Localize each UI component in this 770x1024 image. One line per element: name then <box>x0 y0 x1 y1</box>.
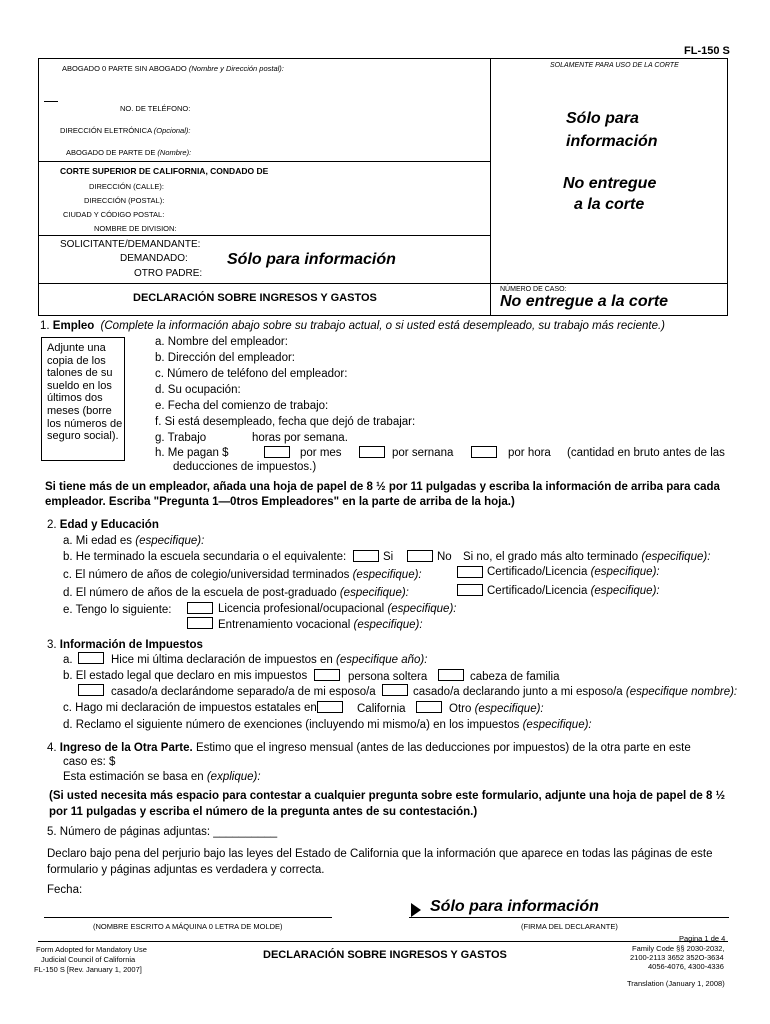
family-code-1: Family Code §§ 2030-2032, <box>632 944 725 953</box>
s1-item-h: h. Me pagan $ <box>155 447 229 459</box>
adopted-line-1: Form Adopted for Mandatory Use <box>36 945 147 954</box>
info-only-stamp-2: información <box>566 133 658 150</box>
form-id: FL-150 S <box>684 45 730 57</box>
info-only-stamp-1: Sólo para <box>566 110 639 127</box>
court-top-rule <box>38 161 490 162</box>
per-hour-checkbox[interactable] <box>471 446 497 458</box>
high-school-yes-checkbox[interactable] <box>353 550 379 562</box>
other-parent-label: OTRO PADRE: <box>134 268 203 279</box>
s4-text-2: caso es: $ <box>63 756 116 768</box>
signature-caption: (FIRMA DEL DECLARANTE) <box>521 922 618 931</box>
s1-item-g: g. Trabajo <box>155 432 207 444</box>
head-of-household-label: cabeza de familia <box>470 671 560 683</box>
paystub-note: Adjunte una copia de los talones de su sueldo en los últimos dos meses (borre los números de seguro social). <box>41 337 125 461</box>
married-joint-checkbox[interactable] <box>382 684 408 696</box>
other-state-checkbox[interactable] <box>416 701 442 713</box>
married-joint-label: casado/a declarando junto a mi esposo/a (especifique nombre): <box>413 686 738 698</box>
s5: 5. Número de páginas adjuntas: __________ <box>47 826 278 838</box>
phone-label: NO. DE TELÉFONO: <box>120 104 191 113</box>
adopted-line-3: FL-150 S [Rev. January 1, 2007] <box>34 965 142 974</box>
signature-line <box>409 917 729 918</box>
california-label: California <box>357 703 406 715</box>
arrow-icon <box>411 903 421 917</box>
s3-b: b. El estado legal que declaro en mis impuestos <box>63 670 308 682</box>
s1-heading: 1. Empleo (Complete la información abajo sobre su trabajo actual, o si usted está desempleado, su trabajo más reciente.) <box>40 320 665 332</box>
yes-label: Si <box>383 551 394 563</box>
s1-extra-1: Si tiene más de un empleador, añada una hoja de papel de 8 ½ por 11 pulgadas y escriba la información de arriba para cada <box>45 481 720 493</box>
married-separate-label: casado/a declarándome separado/a de mi esposo/a <box>111 686 376 698</box>
s2-heading: 2. Edad y Educación <box>47 519 159 531</box>
family-code-2: 2100-2113 3652 352O-3634 <box>630 953 724 962</box>
name-line <box>44 917 332 918</box>
family-code-3: 4056-4076, 4300-4336 <box>648 962 724 971</box>
form-title: DECLARACIÓN SOBRE INGRESOS Y GASTOS <box>133 292 377 304</box>
name-caption: (NOMBRE ESCRITO A MÁQUINA 0 LETRA DE MOLDE) <box>93 922 283 931</box>
single-label: persona soltera <box>348 671 428 683</box>
college-cert-checkbox[interactable] <box>457 566 483 578</box>
head-of-household-checkbox[interactable] <box>438 669 464 681</box>
s4-basis: Esta estimación se basa en (explique): <box>63 771 261 783</box>
s3-d: d. Reclamo el siguiente número de exenciones (incluyendo mi mismo/a) en los impuestos (especifique): <box>63 719 592 731</box>
other-state-label: Otro (especifique): <box>449 703 544 715</box>
parties-stamp: Sólo para información <box>227 251 396 268</box>
s4-heading: 4. Ingreso de la Otra Parte. Estimo que el ingreso mensual (antes de las deducciones por impuestos) de la otra parte en este <box>47 742 691 754</box>
s1-item-f: f. Si está desempleado, fecha que dejó de trabajar: <box>155 416 416 428</box>
signature-stamp: Sólo para información <box>430 898 599 915</box>
postgrad-cert-label: Certificado/Licencia (especifique): <box>487 585 660 597</box>
court-street: DIRECCIÓN (CALLE): <box>89 182 165 191</box>
per-week-checkbox[interactable] <box>359 446 385 458</box>
attorney-name-mark <box>44 101 58 102</box>
single-checkbox[interactable] <box>314 669 340 681</box>
s2-b: b. He terminado la escuela secundaria o el equivalente: <box>63 551 347 563</box>
attorney-label: ABOGADO 0 PARTE SIN ABOGADO (Nombre y Dirección postal): <box>62 64 284 73</box>
s2-d: d. El número de años de la escuela de post-graduado (especifique): <box>63 587 409 599</box>
s1-extra-2: empleador. Escriba "Pregunta 1—0tros Empleadores" en la parte de arriba de la hoja.) <box>45 496 515 508</box>
left-border <box>38 58 39 316</box>
s1-item-a: a. Nombre del empleador: <box>155 336 288 348</box>
s3-c: c. Hago mi declaración de impuestos estatales en <box>63 702 317 714</box>
training-label: Entrenamiento vocacional (especifique): <box>218 619 423 631</box>
s1-item-e: e. Fecha del comienzo de trabajo: <box>155 400 329 412</box>
no-deliver-stamp-2: a la corte <box>574 196 645 213</box>
license-checkbox[interactable] <box>187 602 213 614</box>
s1-item-c: c. Número de teléfono del empleador: <box>155 368 348 380</box>
s1-item-b: b. Dirección del empleador: <box>155 352 295 364</box>
translation-date: Translation (January 1, 2008) <box>627 979 725 988</box>
parties-top-rule <box>38 235 490 236</box>
declaration-line-2: formulario y páginas adjuntas es verdadera y correcta. <box>47 864 325 876</box>
declaration-line-1: Declaro bajo pena del perjurio bajo las leyes del Estado de California que la información que aparece en todas las páginas de este <box>47 848 713 860</box>
court-mailing: DIRECCIÓN (POSTAL): <box>84 196 165 205</box>
s4-extra-2: por 11 pulgadas y escriba el número de la pregunta antes de su contestación.) <box>49 806 478 818</box>
license-label: Licencia profesional/ocupacional (especifique): <box>218 603 457 615</box>
s4-extra-1: (Si usted necesita más espacio para contestar a cualquier pregunta sobre este formulario, adjunte una hoja de papel de 8 ½ <box>49 790 726 802</box>
title-bottom-rule <box>38 315 728 316</box>
s3-heading: 3. Información de Impuestos <box>47 639 203 651</box>
court-branch: NOMBRE DE DIVISION: <box>94 224 177 233</box>
s3-a: Hice mi última declaración de impuestos en (especifique año): <box>111 654 428 666</box>
top-rule <box>38 58 728 59</box>
s1-hours-label: horas por semana. <box>252 432 348 444</box>
title-top-rule <box>38 283 728 284</box>
adopted-line-2: Judicial Council of California <box>41 955 136 964</box>
case-stamp: No entregue a la corte <box>500 293 669 310</box>
no-label: No <box>437 551 452 563</box>
s2-c: c. El número de años de colegio/universidad terminados (especifique): <box>63 569 422 581</box>
high-school-no-checkbox[interactable] <box>407 550 433 562</box>
california-checkbox[interactable] <box>317 701 343 713</box>
court-use-divider <box>490 58 491 316</box>
petitioner-label: SOLICITANTE/DEMANDANTE: <box>60 239 201 250</box>
no-deliver-stamp-1: No entregue <box>563 175 657 192</box>
court-city-zip: CIUDAD Y CÓDIGO POSTAL: <box>63 210 165 219</box>
case-number-label: NÚMERO DE CASO: <box>500 286 567 293</box>
s1-item-d: d. Su ocupación: <box>155 384 241 396</box>
court-title: CORTE SUPERIOR DE CALIFORNIA, CONDADO DE <box>60 166 269 176</box>
footer-title: DECLARACIÓN SOBRE INGRESOS Y GASTOS <box>263 949 507 961</box>
last-return-checkbox[interactable] <box>78 652 104 664</box>
gross-label-2: deducciones de impuestos.) <box>173 461 317 473</box>
footer-rule <box>38 941 728 942</box>
court-use-label: SOLAMENTE PARA USO DE LA CORTE <box>550 62 679 69</box>
attorney-for-label: ABOGADO DE PARTE DE (Nombre): <box>66 148 192 157</box>
s3-a-letter: a. <box>63 654 73 666</box>
per-month-label: por mes <box>300 447 342 459</box>
s2-a: a. Mi edad es (especifique): <box>63 535 205 547</box>
page-number: Pagina 1 de 4 <box>679 934 726 943</box>
highest-grade-label: Si no, el grado más alto terminado (especifique): <box>463 551 711 563</box>
gross-label: (cantidad en bruto antes de las <box>567 447 725 459</box>
training-checkbox[interactable] <box>187 617 213 629</box>
date-label: Fecha: <box>47 884 83 896</box>
right-border <box>727 58 728 316</box>
per-week-label: por sernana <box>392 447 454 459</box>
college-cert-label: Certificado/Licencia (especifique): <box>487 566 660 578</box>
married-separate-checkbox[interactable] <box>78 684 104 696</box>
email-label: DIRECCIÓN ELETRÓNICA (Opcional): <box>60 126 191 135</box>
per-hour-label: por hora <box>508 447 551 459</box>
postgrad-cert-checkbox[interactable] <box>457 584 483 596</box>
s2-e: e. Tengo lo siguiente: <box>63 604 172 616</box>
respondent-label: DEMANDADO: <box>120 253 188 264</box>
per-month-checkbox[interactable] <box>264 446 290 458</box>
